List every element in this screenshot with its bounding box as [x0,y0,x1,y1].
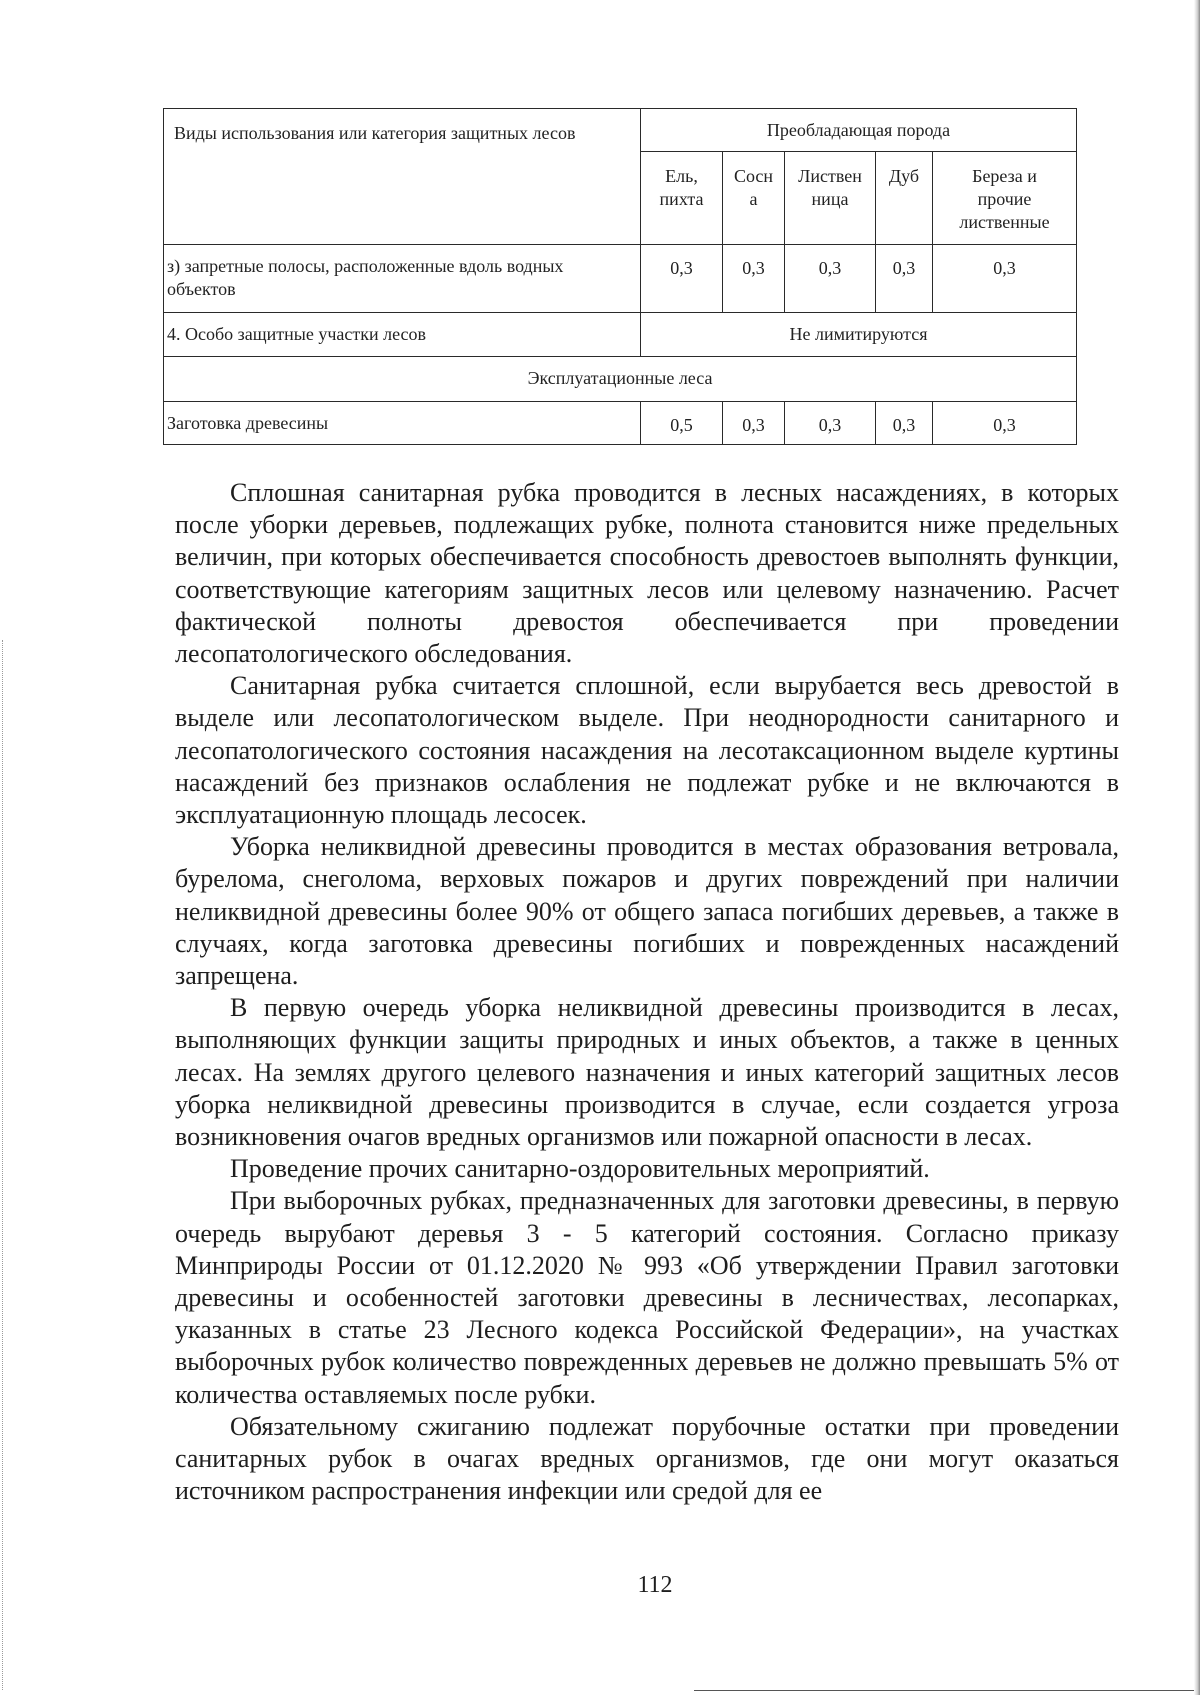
species-line: Ель, [665,166,698,186]
species-line: Дуб [888,166,920,186]
paragraph: Проведение прочих санитарно-оздоровительных мероприятий. [230,1154,930,1184]
paragraph: Уборка неликвидной древесины проводится в местах образования ветровала, бурелома, снеголома, верховых пожаров и других повреждений при наличии неликвидной древесины более 90% от общего запаса погибших деревьев, а также в случаях, когда заготовка древесины погибших и поврежденных насаждений запрещена. [175,832,1119,991]
table-cell: 0,5 [641,402,723,445]
species-line: Береза и [972,166,1037,186]
table-row [164,313,1077,357]
header-species [876,152,933,245]
row-label: 4. Особо защитные участки лесов [164,313,641,357]
header-species [785,152,876,245]
paragraph: При выборочных рубках, предназначенных для заготовки древесины, в первую очередь вырубают деревья 3 - 5 категорий состояния. Согласно приказу Минприроды России от 01.12.2020 № 993 «Об утверждении Правил заготовки древесины и особенностей заготовки древесины в лесничествах, лесопарках, указанных в статье 23 Лесного кодекса Российской Федерации», на участках выборочных рубок количество поврежденных деревьев не должно превышать 5% от количества оставляемых после рубки. [175,1186,1119,1409]
paragraph: Обязательному сжиганию подлежат порубочные остатки при проведении санитарных рубок в очагах вредных организмов, где они могут оказаться источником распространения инфекции или средой для ее [175,1411,1119,1506]
header-predominant-species: Преобладающая порода [641,109,1077,152]
table-cell: 0,3 [876,245,933,313]
scan-artifact [2,640,4,1690]
scan-edge [1194,0,1200,1695]
section-title: Эксплуатационные леса [164,357,1077,402]
body-text [175,477,1119,1508]
row-label: з) запретные полосы, расположенные вдоль водных объектов [164,245,641,313]
table-cell: 0,3 [723,245,785,313]
species-line: пихта [659,189,704,209]
paragraph: Сплошная санитарная рубка проводится в лесных насаждениях, в которых после уборки деревьев, подлежащих рубке, полнота становится ниже предельных величин, при которых обеспечивается способность древостоев выполнять функции, соответствующие категориям защитных лесов или целевому назначению. Расчет фактической полноты древостоя обеспечивается при проведении лесопатологического обследования. [175,478,1119,669]
table-cell: 0,3 [876,402,933,445]
species-line: а [749,189,758,209]
header-species [933,152,1077,245]
felling-intensity-table [163,108,1077,445]
row-label: Заготовка древесины [164,402,641,445]
table-cell: 0,3 [641,245,723,313]
species-line: лиственные [959,212,1050,232]
table-cell: Не лимитируются [641,313,1077,357]
table-section-row [164,357,1077,402]
header-usage-type: Виды использования или категория защитных лесов [164,109,641,245]
page-number: 112 [637,1572,673,1598]
table-row [164,402,1077,445]
scan-artifact-line [694,1690,1194,1691]
table-cell: 0,3 [933,245,1077,313]
species-line: ница [811,189,849,209]
paragraph: Санитарная рубка считается сплошной, если вырубается весь древостой в выделе или лесопатологическом выделе. При неоднородности санитарного и лесопатологического состояния насаждения на лесотаксационном выделе куртины насаждений без признаков ослабления не подлежат рубке и не включаются в эксплуатационную площадь лесосек. [175,671,1119,830]
species-line: Сосн [733,166,774,186]
species-line: прочие [977,189,1032,209]
table-cell: 0,3 [723,402,785,445]
species-line: Листвен [798,166,862,186]
table-cell: 0,3 [785,402,876,445]
table-row [164,245,1077,313]
table-cell: 0,3 [933,402,1077,445]
table-cell: 0,3 [785,245,876,313]
header-species [641,152,723,245]
paragraph: В первую очередь уборка неликвидной древесины производится в лесах, выполняющих функции защиты природных и иных объектов, а также в ценных лесах. На землях другого целевого назначения и иных категорий защитных лесов уборка неликвидной древесины производится в случае, если создается угроза возникновения очагов вредных организмов или пожарной опасности в лесах. [175,993,1119,1152]
header-species [723,152,785,245]
